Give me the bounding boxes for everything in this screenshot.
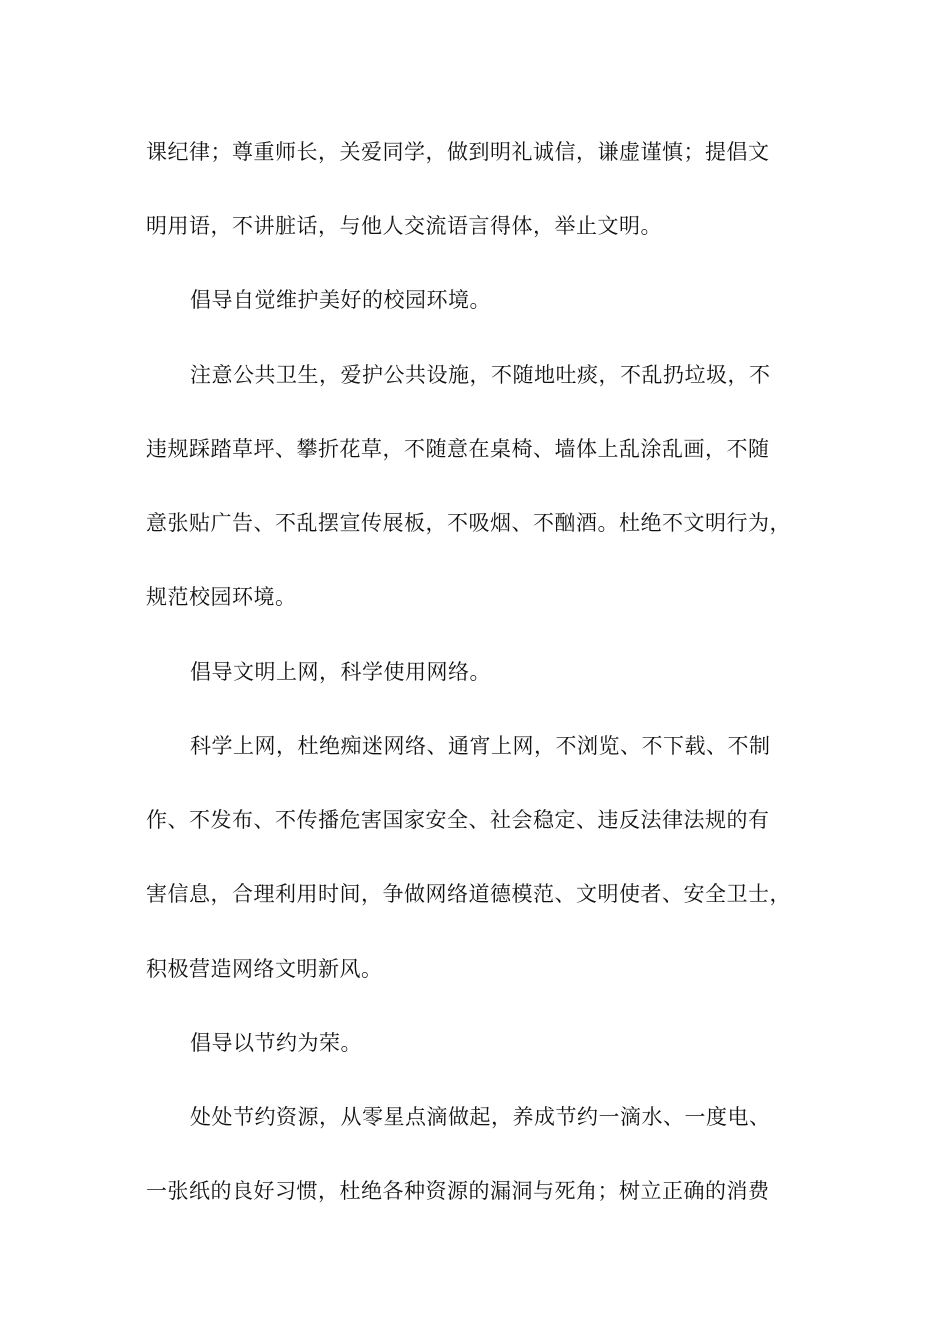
text-line: 作、不发布、不传播危害国家安全、社会稳定、违反法律法规的有 [146, 808, 770, 832]
text-line: 意张贴广告、不乱摆宣传展板，不吸烟、不酗酒。杜绝不文明行为， [146, 511, 791, 535]
paragraph-heading: 倡导文明上网，科学使用网络。 [190, 660, 491, 684]
text-line: 积极营造网络文明新风。 [146, 957, 383, 981]
text-line: 处处节约资源，从零星点滴做起，养成节约一滴水、一度电、 [190, 1105, 771, 1129]
text-line: 科学上网，杜绝痴迷网络、通宵上网，不浏览、不下载、不制 [190, 734, 771, 758]
text-line: 违规踩踏草坪、攀折花草，不随意在桌椅、墙体上乱涂乱画，不随 [146, 437, 770, 461]
text-line: 害信息，合理利用时间，争做网络道德模范、文明使者、安全卫士， [146, 882, 791, 906]
text-line: 规范校园环境。 [146, 585, 297, 609]
text-line: 注意公共卫生，爱护公共设施，不随地吐痰，不乱扔垃圾，不 [190, 363, 771, 387]
text-line: 课纪律；尊重师长，关爱同学，做到明礼诚信，谦虚谨慎；提倡文 [146, 140, 770, 164]
text-line: 一张纸的良好习惯，杜绝各种资源的漏洞与死角；树立正确的消费 [146, 1179, 770, 1203]
paragraph-heading: 倡导以节约为荣。 [190, 1031, 362, 1055]
paragraph-heading: 倡导自觉维护美好的校园环境。 [190, 288, 491, 312]
text-line: 明用语，不讲脏话，与他人交流语言得体，举止文明。 [146, 214, 662, 238]
